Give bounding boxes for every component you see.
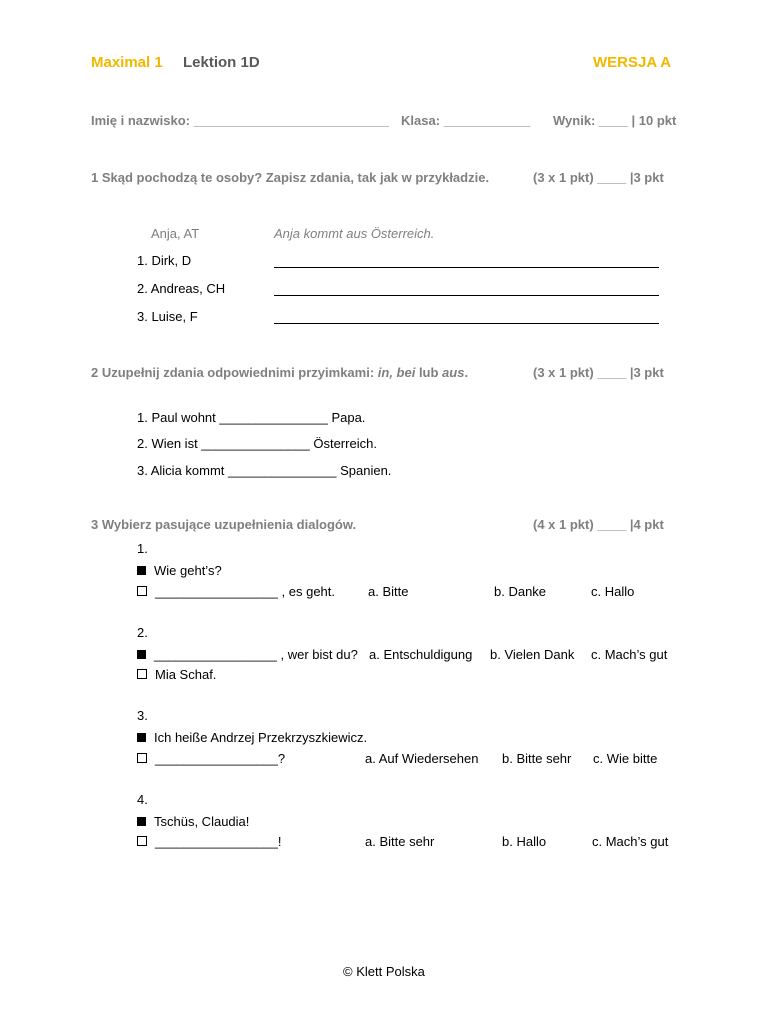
dialog-2-number: 2. [137,625,148,640]
version-label: WERSJA A [593,54,672,71]
task2-item-3: 3. Alicia kommt _______________ Spanien. [137,463,392,478]
score-field-label: Wynik: ____ | 10 pkt [553,113,677,128]
dialog-4-line-1: Tschüs, Claudia! [137,814,249,829]
dialog-3-option-a: a. Auf Wiedersehen [365,751,479,766]
task1-item-2: 2. Andreas, CH [137,281,226,296]
dialog-2-option-a: a. Entschuldigung [369,647,473,662]
task1-points: (3 x 1 pkt) ____ |3 pkt [533,170,664,185]
dialog-2-line-2: Mia Schaf. [137,667,216,682]
task1-item-1: 1. Dirk, D [137,253,192,268]
dialog-3-line-1: Ich heiße Andrzej Przekrzyszkiewicz. [137,730,367,745]
task1-example-person: Anja, AT [151,226,200,241]
footer-copyright: © Klett Polska [343,964,425,979]
task1-answer-line-3 [274,323,659,324]
empty-square-icon [137,669,147,679]
filled-square-icon [137,733,146,742]
empty-square-icon [137,753,147,763]
dialog-3-line-2: _________________? [137,751,285,766]
dialog-4-line-2: _________________! [137,834,282,849]
name-field-label: Imię i nazwisko: ___________________________ [91,113,389,128]
task2-item-2: 2. Wien ist _______________ Österreich. [137,436,377,451]
dialog-1-option-a: a. Bitte [368,584,409,599]
dialog-3-number: 3. [137,708,148,723]
dialog-3-option-b: b. Bitte sehr [502,751,572,766]
task2-title: 2 Uzupełnij zdania odpowiednimi przyimkami: in, bei lub aus. [91,365,469,380]
dialog-2-option-b: b. Vielen Dank [490,647,575,662]
dialog-1-number: 1. [137,541,148,556]
task3-title: 3 Wybierz pasujące uzupełnienia dialogów. [91,517,357,532]
dialog-2-option-c: c. Mach’s gut [591,647,668,662]
dialog-4-option-b: b. Hallo [502,834,547,849]
task1-answer-line-2 [274,295,659,296]
task2-points: (3 x 1 pkt) ____ |3 pkt [533,365,664,380]
dialog-1-option-b: b. Danke [494,584,547,599]
dialog-1-line-2: _________________ , es geht. [137,584,335,599]
filled-square-icon [137,817,146,826]
dialog-4-option-c: c. Mach’s gut [592,834,669,849]
task1-title: 1 Skąd pochodzą te osoby? Zapisz zdania, tak jak w przykładzie. [91,170,490,185]
task3-points: (4 x 1 pkt) ____ |4 pkt [533,517,664,532]
book-title: Maximal 1 [91,54,163,71]
dialog-1-line-1: Wie geht’s? [137,563,222,578]
class-field-label: Klasa: ____________ [401,113,531,128]
dialog-1-option-c: c. Hallo [591,584,635,599]
task2-item-1: 1. Paul wohnt _______________ Papa. [137,410,366,425]
filled-square-icon [137,566,146,575]
filled-square-icon [137,650,146,659]
task1-example-sentence: Anja kommt aus Österreich. [274,226,435,241]
lesson-title: Lektion 1D [183,54,260,71]
task1-item-3: 3. Luise, F [137,309,198,324]
dialog-4-number: 4. [137,792,148,807]
dialog-2-line-1: _________________ , wer bist du? [137,647,358,662]
dialog-4-option-a: a. Bitte sehr [365,834,435,849]
empty-square-icon [137,586,147,596]
empty-square-icon [137,836,147,846]
dialog-3-option-c: c. Wie bitte [593,751,658,766]
task1-answer-line-1 [274,267,659,268]
